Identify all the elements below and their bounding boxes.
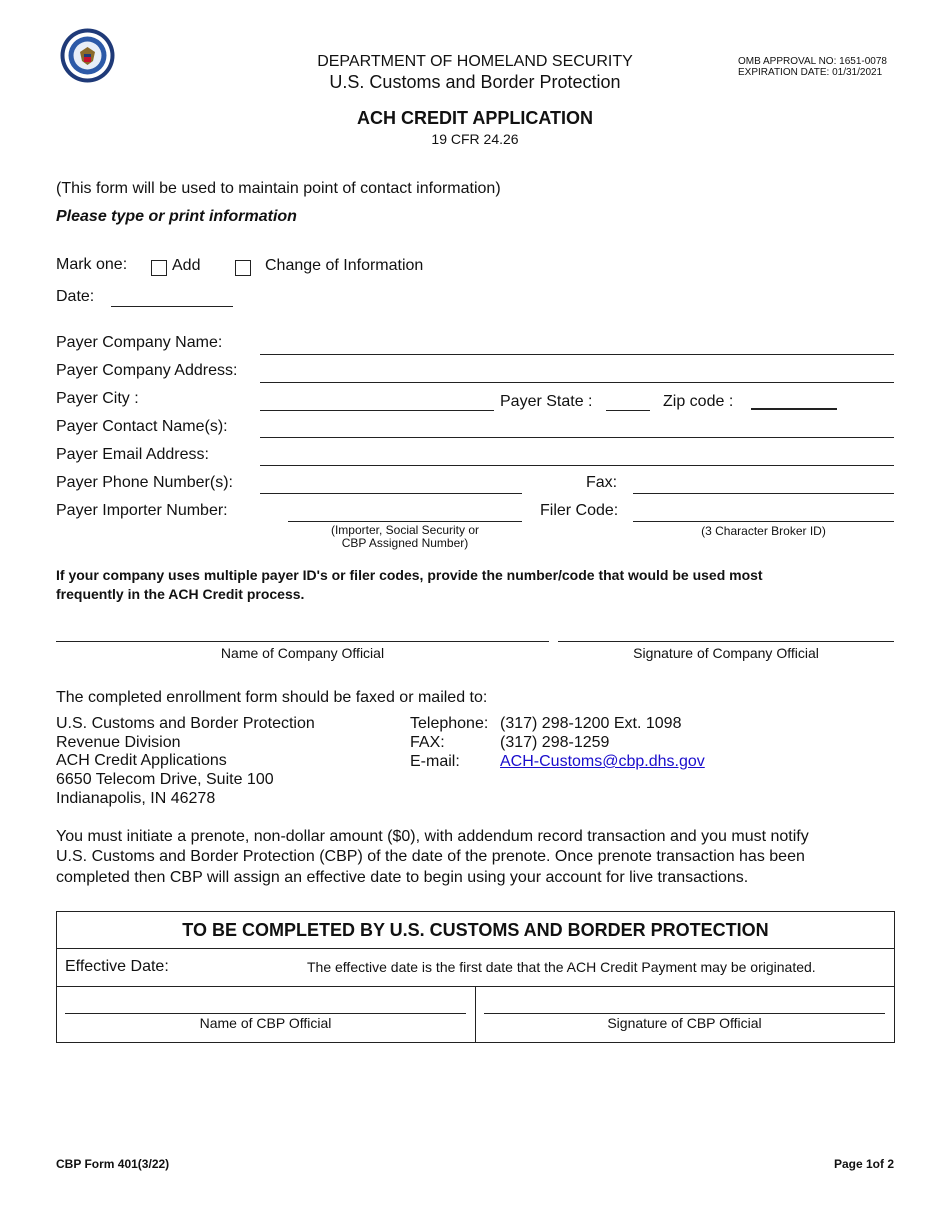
email-link[interactable]: ACH-Customs@cbp.dhs.gov xyxy=(500,753,705,770)
payer-phone-label: Payer Phone Number(s): xyxy=(56,474,233,491)
effective-date-row xyxy=(57,949,894,987)
multiple-payer-notice xyxy=(56,566,906,604)
form-title: ACH CREDIT APPLICATION xyxy=(357,108,593,128)
payer-importer-label: Payer Importer Number: xyxy=(56,502,228,519)
filer-code-label: Filer Code: xyxy=(540,502,619,519)
page-number: Page 1of 2 xyxy=(833,1157,894,1171)
add-label: Add xyxy=(172,257,201,274)
date-label: Date: xyxy=(56,288,95,305)
filer-code-field[interactable] xyxy=(633,521,894,522)
payer-company-name-label: Payer Company Name: xyxy=(56,334,223,351)
prenote-instructions xyxy=(56,827,916,888)
payer-city-field[interactable] xyxy=(260,410,494,411)
payer-email-field[interactable] xyxy=(260,465,894,466)
form-instruction: Please type or print information xyxy=(56,208,297,225)
cbp-divider xyxy=(475,987,476,1042)
cfr-reference: 19 CFR 24.26 xyxy=(431,131,519,147)
payer-importer-field[interactable] xyxy=(288,521,522,522)
prenote-line-2: U.S. Customs and Border Protection (CBP) of the date of the prenote. Once prenote transaction has been xyxy=(56,848,805,866)
effective-date-note: The effective date is the first date that the ACH Credit Payment may be originated. xyxy=(307,959,816,975)
email-contact-label: E-mail: xyxy=(410,753,460,770)
cbp-section-title: TO BE COMPLETED BY U.S. CUSTOMS AND BORDER PROTECTION xyxy=(57,912,894,949)
notice-line-2: frequently in the ACH Credit process. xyxy=(56,586,305,602)
address-line: U.S. Customs and Border Protection xyxy=(56,715,315,732)
change-of-information-checkbox[interactable] xyxy=(235,260,251,276)
cbp-official-signature-label: Signature of CBP Official xyxy=(607,1015,762,1031)
payer-state-label: Payer State : xyxy=(500,393,593,410)
company-official-signature-label: Signature of Company Official xyxy=(633,645,819,661)
form-id: CBP Form 401(3/22) xyxy=(56,1157,170,1171)
agency-name: U.S. Customs and Border Protection xyxy=(329,72,621,92)
prenote-line-3: completed then CBP will assign an effective date to begin using your account for live transactions. xyxy=(56,868,749,886)
change-of-information-label: Change of Information xyxy=(265,257,424,274)
form-purpose: (This form will be used to maintain point of contact information) xyxy=(56,180,501,197)
payer-email-label: Payer Email Address: xyxy=(56,446,209,463)
expiration-date: EXPIRATION DATE: 01/31/2021 xyxy=(738,67,883,78)
payer-contact-label: Payer Contact Name(s): xyxy=(56,418,228,435)
importer-hint-line-2: CBP Assigned Number) xyxy=(341,536,469,550)
cbp-official-name-label: Name of CBP Official xyxy=(199,1015,332,1031)
payer-company-name-field[interactable] xyxy=(260,354,894,355)
address-line: Indianapolis, IN 46278 xyxy=(56,789,216,807)
cbp-official-signature-field[interactable] xyxy=(484,1013,885,1014)
payer-contact-field[interactable] xyxy=(260,437,894,438)
effective-date-label: Effective Date: xyxy=(65,958,169,975)
fax-contact-label: FAX: xyxy=(410,734,445,751)
payer-city-label: Payer City : xyxy=(56,390,139,407)
dhs-seal-logo xyxy=(60,28,115,83)
address-line: Revenue Division xyxy=(56,733,181,751)
telephone-label: Telephone: xyxy=(410,715,489,732)
address-line: ACH Credit Applications xyxy=(56,752,227,770)
prenote-line-1: You must initiate a prenote, non-dollar amount ($0), with addendum record transaction and you must notify xyxy=(56,828,809,845)
mark-one-label: Mark one: xyxy=(56,256,128,273)
omb-info xyxy=(738,56,887,78)
payer-company-address-field[interactable] xyxy=(260,382,894,383)
address-line: 6650 Telecom Drive, Suite 100 xyxy=(56,771,274,789)
cbp-completion-box xyxy=(56,911,895,1043)
cbp-official-name-field[interactable] xyxy=(65,1013,466,1014)
date-field[interactable] xyxy=(111,306,233,307)
notice-line-1: If your company uses multiple payer ID's or filer codes, provide the number/code that would be used most xyxy=(56,567,763,583)
fax-field[interactable] xyxy=(633,493,894,494)
omb-approval: OMB APPROVAL NO: 1651-0078 xyxy=(738,56,887,67)
zip-code-field[interactable] xyxy=(751,408,837,410)
department-name: DEPARTMENT OF HOMELAND SECURITY xyxy=(317,53,633,70)
fax-label: Fax: xyxy=(586,474,618,491)
payer-state-field[interactable] xyxy=(606,410,650,411)
payer-phone-field[interactable] xyxy=(260,493,522,494)
importer-hint xyxy=(288,524,522,550)
filer-code-hint: (3 Character Broker ID) xyxy=(701,524,826,538)
company-official-signature-field[interactable] xyxy=(558,641,894,642)
fax-contact-value: (317) 298-1259 xyxy=(500,734,610,751)
company-official-name-label: Name of Company Official xyxy=(220,645,385,661)
zip-code-label: Zip code : xyxy=(663,393,734,410)
payer-company-address-label: Payer Company Address: xyxy=(56,362,238,379)
mailing-intro: The completed enrollment form should be faxed or mailed to: xyxy=(56,689,488,706)
company-official-name-field[interactable] xyxy=(56,641,549,642)
mailing-address xyxy=(56,715,315,809)
importer-hint-line-1: (Importer, Social Security or xyxy=(330,523,480,537)
add-checkbox[interactable] xyxy=(151,260,167,276)
telephone-value: (317) 298-1200 Ext. 1098 xyxy=(500,715,682,732)
